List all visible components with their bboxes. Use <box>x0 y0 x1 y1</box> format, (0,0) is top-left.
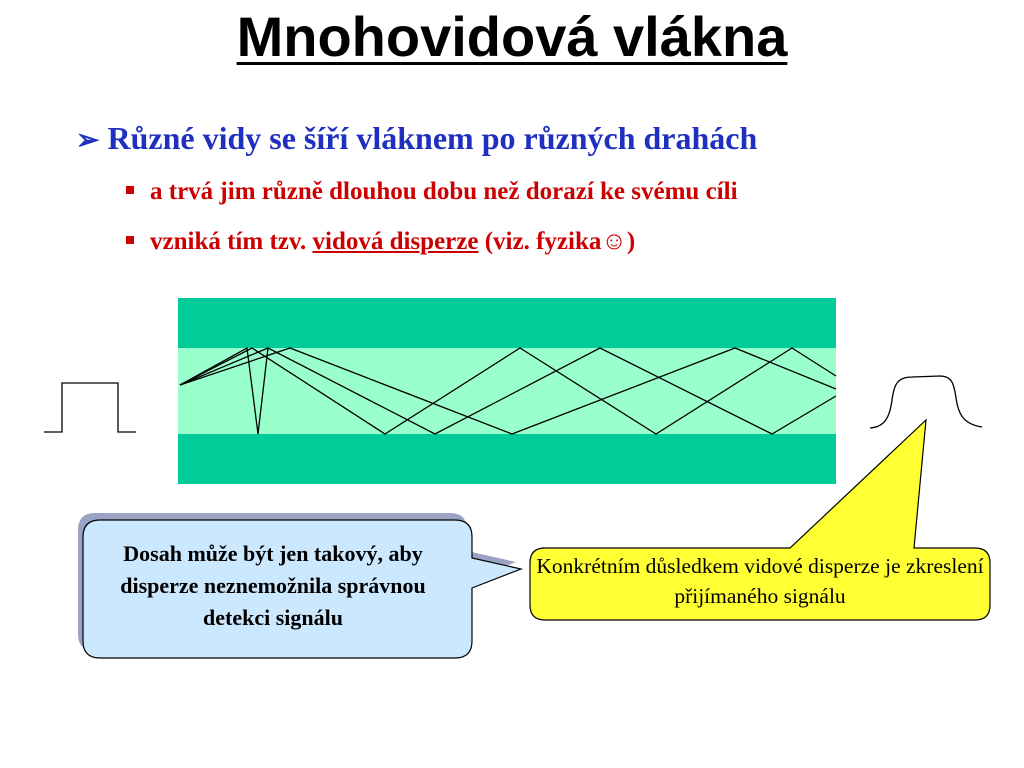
sub-bullet-1-text: a trvá jim různě dlouhou dobu než dorazí ke svému cíli <box>150 178 738 205</box>
input-pulse-icon <box>44 383 136 432</box>
cladding-top <box>178 298 836 348</box>
cladding-bottom <box>178 434 836 484</box>
sub-bullet-2-suffix: (viz. fyzika☺) <box>478 228 636 255</box>
fiber-core <box>178 348 836 434</box>
arrow-bullet-icon: ➢ <box>76 125 100 156</box>
slide-title: Mnohovidová vlákna <box>236 5 788 68</box>
main-bullet-text: Různé vidy se šíří vláknem po různých drahách <box>107 120 758 156</box>
left-callout-text: Dosah může být jen takový, aby disperze neznemožnila správnou detekci signálu <box>120 541 426 630</box>
sub-bullet-2-prefix: vzniká tím tzv. <box>150 228 313 255</box>
vidova-disperze-link[interactable]: vidová disperze <box>312 228 479 255</box>
right-callout-text: Konkrétním důsledkem vidové disperze je zkreslení přijímaného signálu <box>536 554 984 608</box>
